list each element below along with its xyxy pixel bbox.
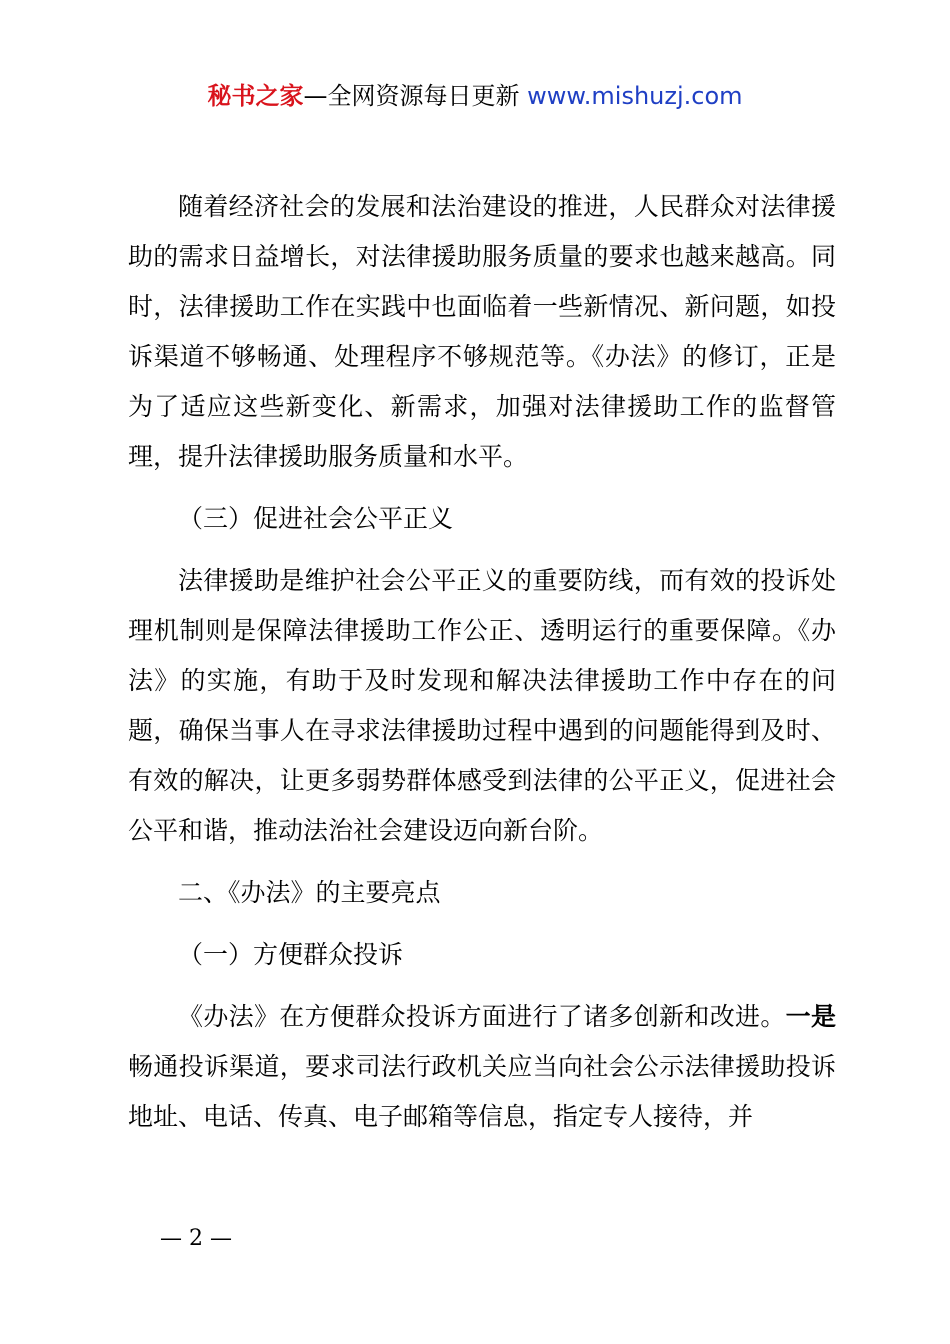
paragraph-continuation: 畅通投诉渠道，要求司法行政机关应当向社会公示法律援助投诉地址、电话、传真、电子邮箱等信息，指定专人接待，并 — [128, 1052, 836, 1131]
chapter-heading-highlights: 二、《办法》的主要亮点 — [178, 878, 441, 907]
brand-name: 秘书之家 — [207, 82, 304, 110]
site-url-link[interactable]: www.mishuzj.com — [527, 82, 743, 110]
document-body — [128, 182, 836, 1142]
paragraph-convenience — [128, 992, 836, 1142]
bold-marker-first: 一是 — [785, 1002, 836, 1031]
header-tagline: —全网资源每日更新 — [303, 82, 520, 110]
page-number: — 2 — — [160, 1226, 232, 1251]
section-heading-fairness: （三）促进社会公平正义 — [178, 504, 454, 533]
site-header — [0, 78, 950, 114]
paragraph-fairness: 法律援助是维护社会公平正义的重要防线，而有效的投诉处理机制则是保障法律援助工作公正、透明运行的重要保障。《办法》的实施，有助于及时发现和解决法律援助工作中存在的问题，确保当事人在寻求法律援助过程中遇到的问题能得到及时、有效的解决，让更多弱势群体感受到法律的公平正义，促进社会公平和谐，推动法治社会建设迈向新台阶。 — [128, 566, 836, 845]
paragraph-background: 随着经济社会的发展和法治建设的推进，人民群众对法律援助的需求日益增长，对法律援助服务质量的要求也越来越高。同时，法律援助工作在实践中也面临着一些新情况、新问题，如投诉渠道不够畅通、处理程序不够规范等。《办法》的修订，正是为了适应这些新变化、新需求，加强对法律援助工作的监督管理，提升法律援助服务质量和水平。 — [128, 192, 836, 471]
paragraph-lead: 《办法》在方便群众投诉方面进行了诸多创新和改进。 — [178, 1002, 786, 1031]
section-heading-convenience: （一）方便群众投诉 — [178, 940, 404, 969]
